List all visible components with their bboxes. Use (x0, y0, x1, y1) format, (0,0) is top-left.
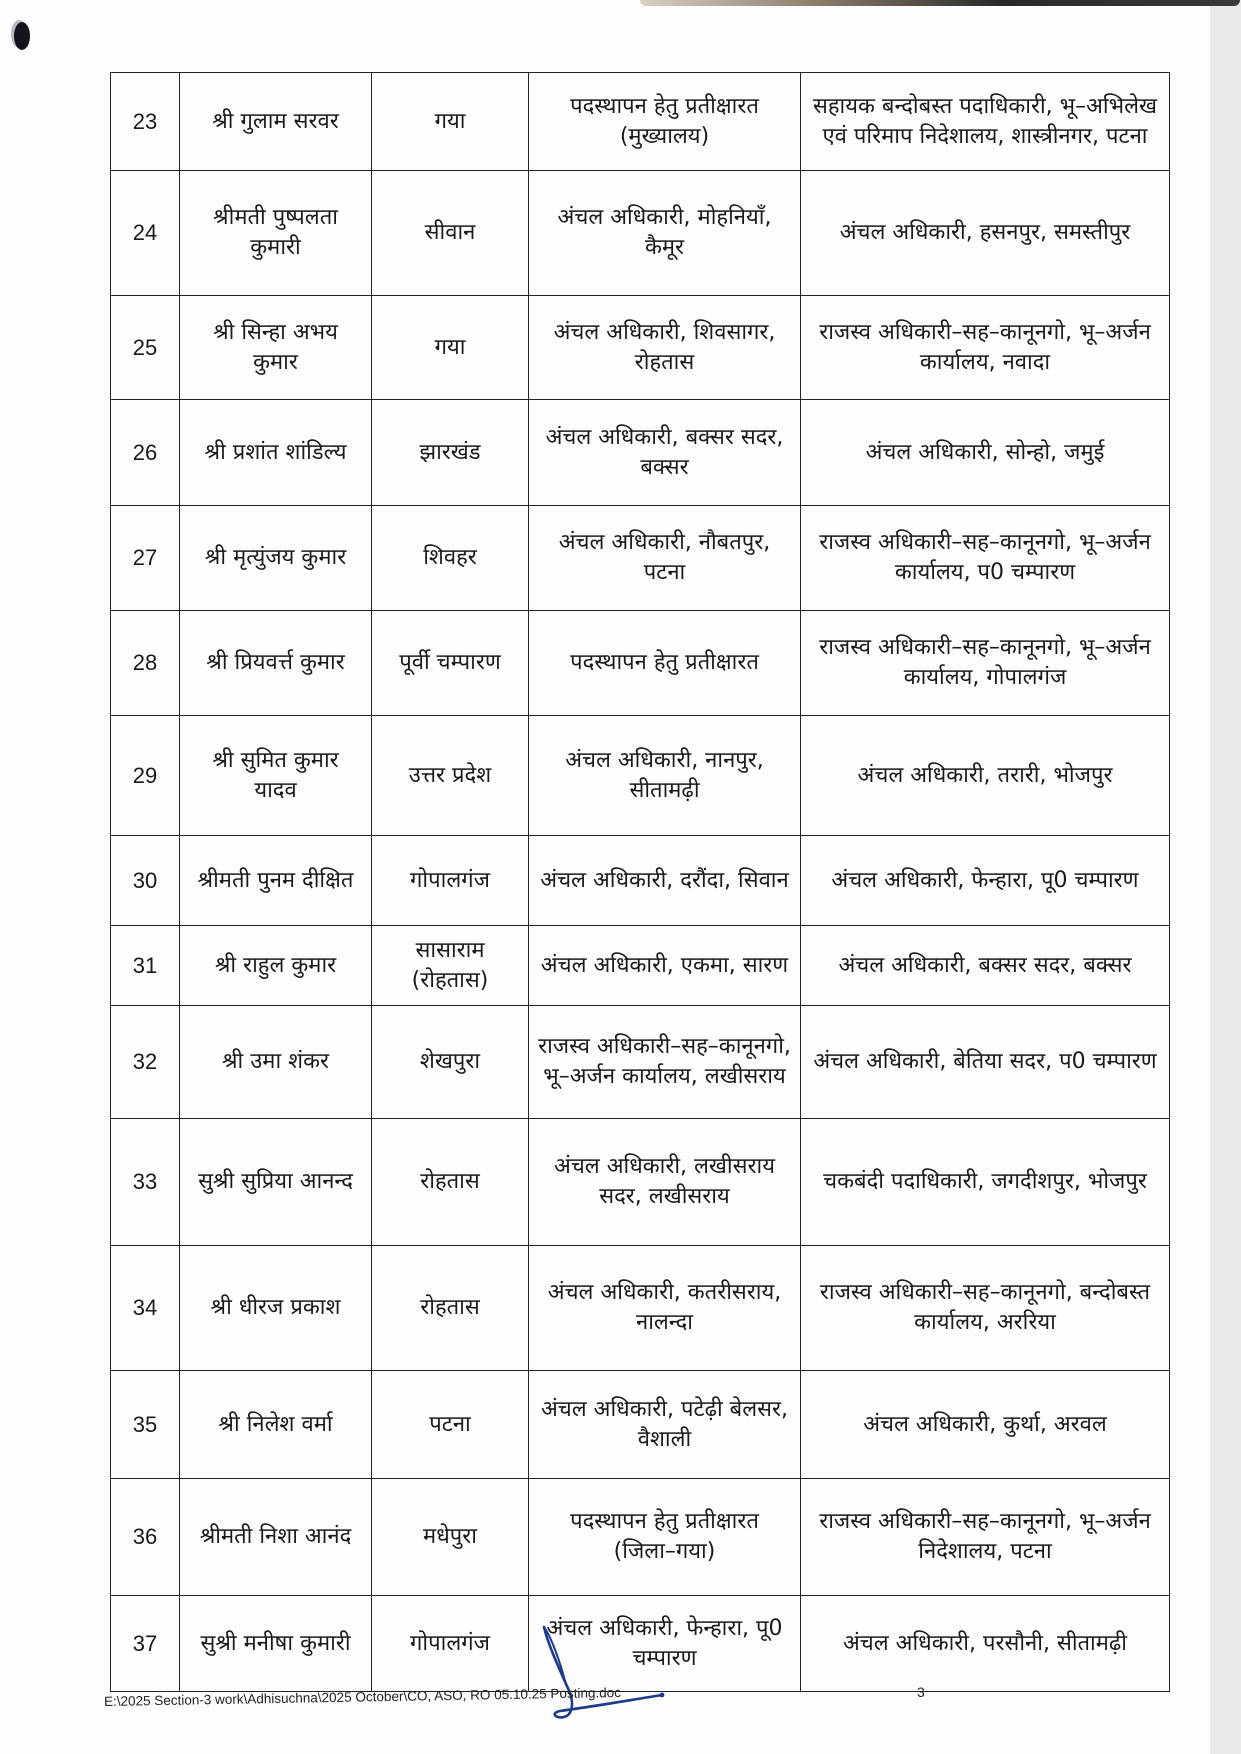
serial-number: 23 (132, 108, 158, 134)
new-posting-cell (801, 836, 1170, 926)
table-row (111, 1006, 1170, 1119)
posting-table-body (111, 73, 1170, 1692)
new-posting-cell (801, 1596, 1170, 1692)
hole-punch-mark (14, 22, 30, 50)
current-posting: पदस्थापन हेतु प्रतीक्षारत (570, 650, 759, 675)
new-posting-cell (801, 1006, 1170, 1119)
serial-number-cell (111, 836, 180, 926)
new-posting: अंचल अधिकारी, कुर्था, अरवल (863, 1411, 1107, 1437)
table-row (111, 1479, 1170, 1596)
home-district-cell (372, 611, 529, 716)
serial-number-cell (111, 716, 180, 836)
new-posting-cell (801, 1119, 1170, 1246)
officer-name: श्री मृत्युंजय कुमार (204, 545, 347, 570)
table-row (111, 716, 1170, 836)
new-posting-cell (801, 1246, 1170, 1371)
scan-edge-artifact (640, 0, 1240, 6)
new-posting: अंचल अधिकारी, बेतिया सदर, प0 चम्पारण (813, 1049, 1157, 1074)
table-row (111, 296, 1170, 400)
new-posting: अंचल अधिकारी, बक्सर सदर, बक्सर (838, 952, 1132, 978)
current-posting: अंचल अधिकारी, पटेढ़ी बेलसर, वैशाली (540, 1396, 788, 1452)
page-number: 3 (917, 1684, 925, 1700)
officer-name-cell (180, 1596, 372, 1692)
home-district-cell (372, 400, 529, 506)
new-posting: राजस्व अधिकारी–सह–कानूनगो, भू–अर्जन निदेशालय, पटना (819, 1509, 1151, 1564)
serial-number: 32 (132, 1049, 158, 1074)
current-posting-cell (529, 1119, 801, 1246)
officer-name-cell (180, 73, 372, 171)
new-posting-cell (801, 400, 1170, 506)
officer-name-cell (180, 716, 372, 836)
officer-name: श्रीमती निशा आनंद (199, 1524, 352, 1549)
new-posting: अंचल अधिकारी, हसनपुर, समस्तीपुर (839, 220, 1131, 245)
table-row (111, 1371, 1170, 1479)
officer-name-cell (180, 1246, 372, 1371)
home-district-cell (372, 171, 529, 296)
home-district: सीवान (424, 220, 476, 245)
current-posting: अंचल अधिकारी, मोहनियाँ, कैमूर (557, 205, 772, 260)
serial-number-cell (111, 400, 180, 506)
current-posting: अंचल अधिकारी, फेन्हारा, पू0 चम्पारण (546, 1615, 783, 1671)
current-posting: अंचल अधिकारी, नानपुर, सीतामढ़ी (565, 747, 764, 803)
table-row (111, 400, 1170, 506)
current-posting-cell (529, 296, 801, 400)
current-posting: अंचल अधिकारी, एकमा, सारण (540, 952, 789, 978)
home-district-cell (372, 1371, 529, 1479)
table-row (111, 836, 1170, 926)
serial-number-cell (111, 1006, 180, 1119)
new-posting-cell (801, 296, 1170, 400)
home-district: गोपालगंज (410, 1630, 490, 1656)
officer-name: श्री राहुल कुमार (214, 952, 337, 978)
new-posting: राजस्व अधिकारी–सह–कानूनगो, भू–अर्जन कार्यालय, गोपालगंज (819, 635, 1151, 690)
current-posting-cell (529, 400, 801, 506)
home-district-cell (372, 1246, 529, 1371)
officer-name-cell (180, 400, 372, 506)
current-posting-cell (529, 611, 801, 716)
current-posting: अंचल अधिकारी, नौबतपुर, पटना (558, 530, 771, 585)
current-posting-cell (529, 1246, 801, 1371)
new-posting: अंचल अधिकारी, सोन्हो, जमुई (865, 439, 1105, 465)
current-posting-cell (529, 1596, 801, 1692)
serial-number-cell (111, 73, 180, 171)
current-posting-cell (529, 1371, 801, 1479)
current-posting-cell (529, 73, 801, 171)
serial-number: 35 (132, 1411, 158, 1437)
current-posting-cell (529, 506, 801, 611)
home-district-cell (372, 73, 529, 171)
officer-name: सुश्री मनीषा कुमारी (200, 1630, 351, 1656)
officer-name-cell (180, 611, 372, 716)
new-posting-cell (801, 506, 1170, 611)
home-district: शेखपुरा (419, 1049, 481, 1074)
table-row (111, 1119, 1170, 1246)
officer-name: श्रीमती पुनम दीक्षित (197, 867, 354, 893)
serial-number: 26 (132, 439, 158, 465)
serial-number-cell (111, 171, 180, 296)
serial-number: 25 (132, 334, 158, 360)
serial-number-cell (111, 506, 180, 611)
home-district-cell (372, 296, 529, 400)
new-posting: राजस्व अधिकारी–सह–कानूनगो, भू–अर्जन कार्यालय, नवादा (819, 319, 1151, 375)
serial-number-cell (111, 1371, 180, 1479)
officer-name: श्री सिन्हा अभय कुमार (213, 319, 338, 375)
new-posting-cell (801, 926, 1170, 1006)
serial-number: 28 (132, 650, 158, 675)
current-posting: अंचल अधिकारी, दरौंदा, सिवान (540, 867, 789, 893)
officer-name-cell (180, 836, 372, 926)
officer-name: श्री निलेश वर्मा (218, 1411, 333, 1437)
table-row (111, 1246, 1170, 1371)
current-posting-cell (529, 836, 801, 926)
current-posting: राजस्व अधिकारी–सह–कानूनगो, भू–अर्जन कार्यालय, लखीसराय (538, 1034, 791, 1089)
new-posting-cell (801, 73, 1170, 171)
officer-name: श्री सुमित कुमार यादव (212, 747, 339, 803)
current-posting: अंचल अधिकारी, लखीसराय सदर, लखीसराय (554, 1154, 775, 1209)
officer-name-cell (180, 1006, 372, 1119)
home-district: गया (434, 334, 466, 360)
posting-table (110, 72, 1170, 1692)
serial-number-cell (111, 1119, 180, 1246)
home-district-cell (372, 1479, 529, 1596)
new-posting: सहायक बन्दोबस्त पदाधिकारी, भू–अभिलेख एवं परिमाप निदेशालय, शास्त्रीनगर, पटना (812, 93, 1158, 149)
home-district: झारखंड (419, 439, 481, 465)
serial-number-cell (111, 1246, 180, 1371)
home-district: मधेपुरा (423, 1524, 477, 1549)
current-posting-cell (529, 926, 801, 1006)
home-district: सासाराम (रोहतास) (411, 937, 489, 993)
new-posting: चकबंदी पदाधिकारी, जगदीशपुर, भोजपुर (823, 1169, 1147, 1194)
officer-name-cell (180, 506, 372, 611)
serial-number-cell (111, 611, 180, 716)
officer-name: श्री धीरज प्रकाश (210, 1295, 341, 1320)
new-posting: अंचल अधिकारी, परसौनी, सीतामढ़ी (842, 1630, 1127, 1656)
serial-number-cell (111, 1479, 180, 1596)
officer-name-cell (180, 1479, 372, 1596)
current-posting-cell (529, 716, 801, 836)
home-district: गोपालगंज (410, 867, 490, 893)
serial-number: 24 (132, 220, 158, 245)
officer-name: सुश्री सुप्रिया आनन्द (198, 1169, 353, 1194)
signature-dot (660, 1693, 665, 1698)
serial-number: 29 (132, 762, 158, 788)
current-posting: पदस्थापन हेतु प्रतीक्षारत (मुख्यालय) (570, 93, 759, 149)
serial-number: 36 (132, 1524, 158, 1549)
home-district-cell (372, 1596, 529, 1692)
serial-number: 31 (132, 952, 158, 978)
serial-number-cell (111, 926, 180, 1006)
table-row (111, 611, 1170, 716)
current-posting: अंचल अधिकारी, कतरीसराय, नालन्दा (547, 1280, 782, 1335)
new-posting: अंचल अधिकारी, फेन्हारा, पू0 चम्पारण (831, 867, 1139, 893)
home-district: पूर्वी चम्पारण (399, 650, 501, 675)
footer-file-path: E:\2025 Section-3 work\Adhisuchna\2025 October\CO, ASO, RO 05.10.25 Posting.doc (103, 1684, 622, 1709)
officer-name-cell (180, 296, 372, 400)
current-posting: अंचल अधिकारी, बक्सर सदर, बक्सर (545, 424, 784, 480)
officer-name: श्री गुलाम सरवर (212, 108, 339, 134)
new-posting: राजस्व अधिकारी–सह–कानूनगो, बन्दोबस्त कार्यालय, अररिया (819, 1280, 1151, 1335)
home-district: उत्तर प्रदेश (408, 762, 492, 788)
officer-name-cell (180, 926, 372, 1006)
home-district: रोहतास (420, 1295, 480, 1320)
new-posting-cell (801, 171, 1170, 296)
serial-number: 37 (132, 1630, 158, 1656)
home-district-cell (372, 926, 529, 1006)
new-posting: राजस्व अधिकारी–सह–कानूनगो, भू–अर्जन कार्यालय, प0 चम्पारण (819, 530, 1151, 585)
current-posting-cell (529, 1006, 801, 1119)
serial-number-cell (111, 296, 180, 400)
officer-name: श्री प्रियवर्त्त कुमार (206, 650, 345, 675)
new-posting-cell (801, 716, 1170, 836)
officer-name-cell (180, 1371, 372, 1479)
current-posting: पदस्थापन हेतु प्रतीक्षारत (जिला–गया) (570, 1509, 759, 1564)
table-row (111, 73, 1170, 171)
home-district-cell (372, 836, 529, 926)
new-posting-cell (801, 1371, 1170, 1479)
current-posting-cell (529, 1479, 801, 1596)
officer-name: श्री उमा शंकर (221, 1049, 330, 1074)
home-district-cell (372, 716, 529, 836)
serial-number: 30 (132, 867, 158, 893)
home-district-cell (372, 1119, 529, 1246)
home-district: गया (434, 108, 466, 134)
new-posting: अंचल अधिकारी, तरारी, भोजपुर (857, 762, 1113, 788)
officer-name: श्रीमती पुष्पलता कुमारी (213, 205, 338, 260)
officer-name: श्री प्रशांत शांडिल्य (204, 439, 347, 465)
officer-name-cell (180, 1119, 372, 1246)
current-posting-cell (529, 171, 801, 296)
current-posting: अंचल अधिकारी, शिवसागर, रोहतास (553, 319, 776, 375)
serial-number: 27 (132, 545, 158, 570)
table-row (111, 1596, 1170, 1692)
serial-number: 33 (132, 1169, 158, 1194)
table-row (111, 506, 1170, 611)
new-posting-cell (801, 611, 1170, 716)
home-district: शिवहर (423, 545, 477, 570)
serial-number: 34 (132, 1295, 158, 1320)
new-posting-cell (801, 1479, 1170, 1596)
home-district: रोहतास (420, 1169, 480, 1194)
home-district-cell (372, 1006, 529, 1119)
serial-number-cell (111, 1596, 180, 1692)
officer-name-cell (180, 171, 372, 296)
table-row (111, 171, 1170, 296)
home-district: पटना (429, 1411, 471, 1437)
home-district-cell (372, 506, 529, 611)
table-row (111, 926, 1170, 1006)
